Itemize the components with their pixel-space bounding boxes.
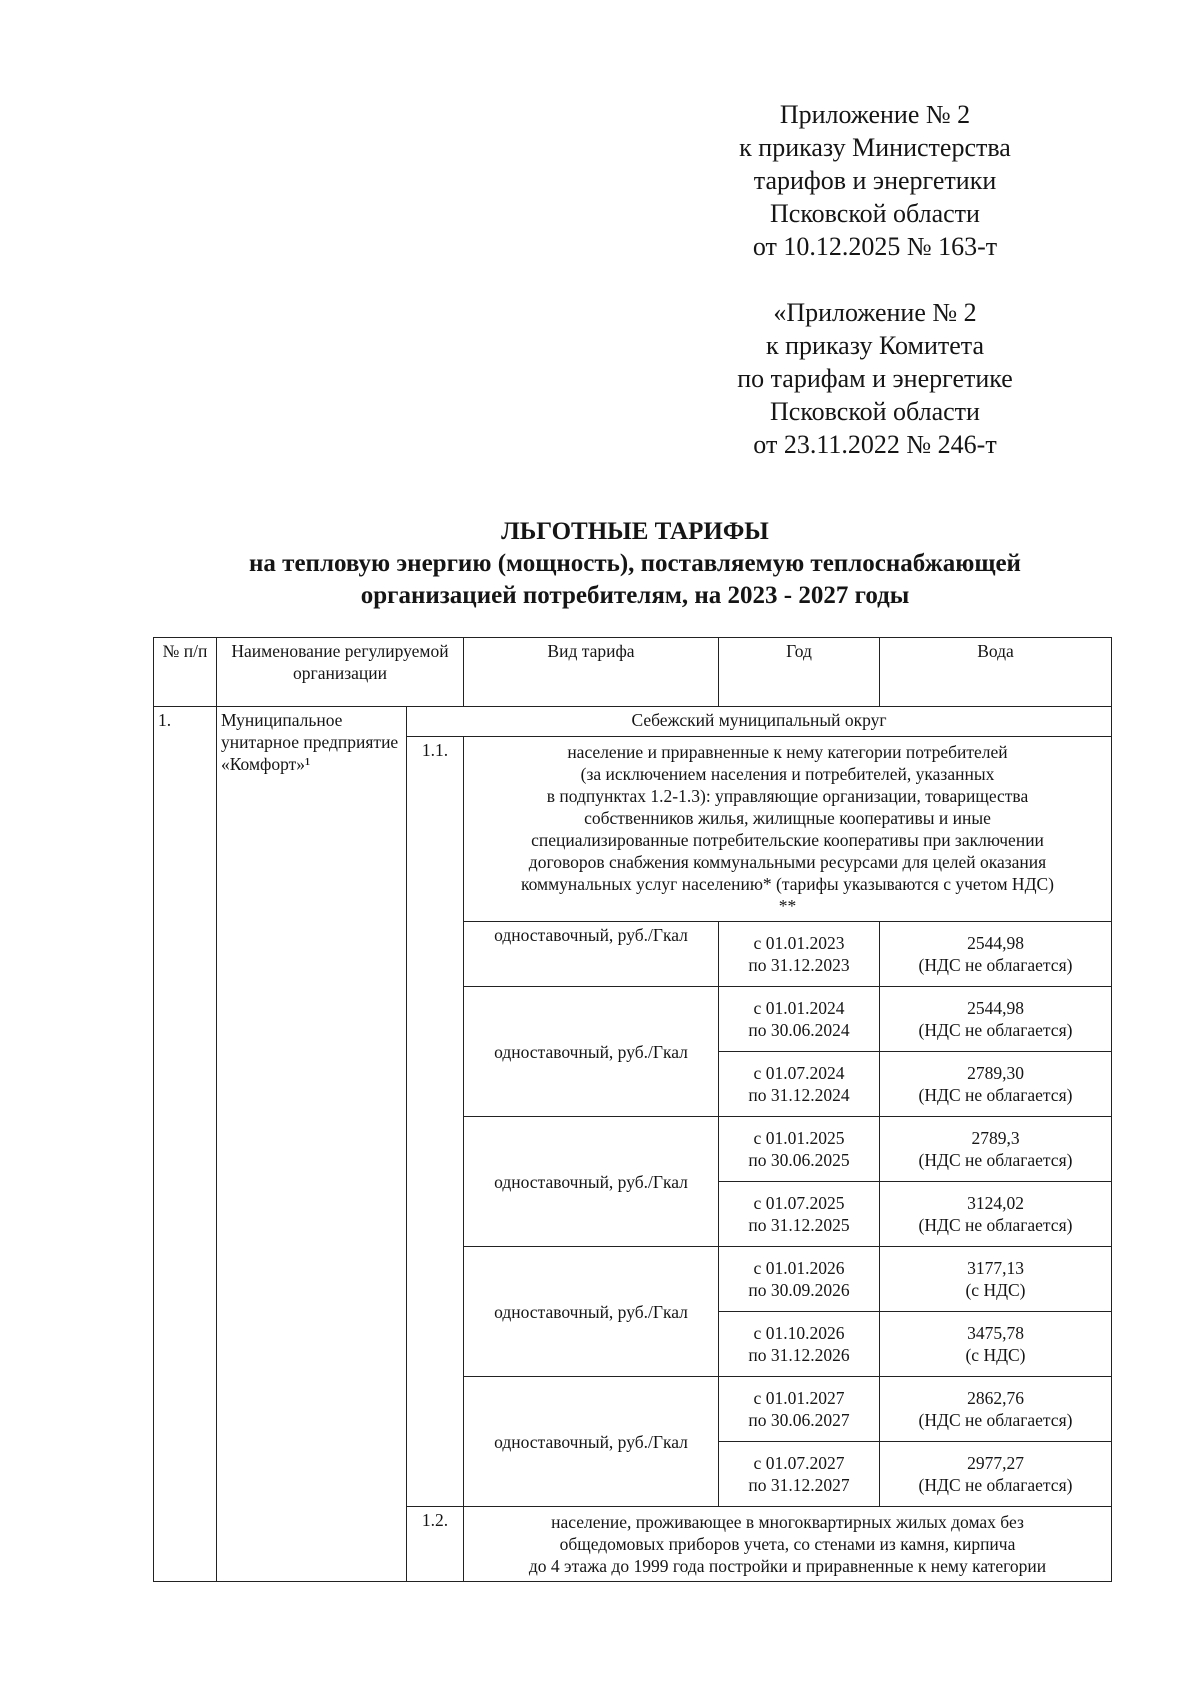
appendix-header-original [690,296,1060,461]
vat-note: (с НДС) [965,1280,1026,1300]
appendix-line: Псковской области [770,397,980,426]
period-from: с 01.01.2026 [753,1258,845,1278]
tariff-type: одноставочный, руб./Гкал [464,922,719,987]
period-to: по 31.12.2026 [748,1345,850,1365]
tariff-value-cell [880,1377,1112,1442]
description-line: общедомовых приборов учета, со стенами из камня, кирпича [559,1534,1016,1554]
vat-note: (НДС не облагается) [918,955,1073,975]
document-title [160,516,1110,612]
tariff-value: 2862,76 [967,1388,1024,1408]
tariff-value-cell [880,1442,1112,1507]
subsection-description [464,737,1112,922]
appendix-line: тарифов и энергетики [753,166,997,195]
tariff-value-cell [880,1312,1112,1377]
period-cell [719,1377,880,1442]
period-to: по 30.06.2024 [748,1020,850,1040]
appendix-line: от 23.11.2022 № 246-т [753,430,997,459]
tariff-value-cell [880,1247,1112,1312]
period-to: по 30.09.2026 [748,1280,850,1300]
header-water: Вода [880,638,1112,707]
vat-note: (НДС не облагается) [918,1475,1073,1495]
vat-note: (НДС не облагается) [918,1020,1073,1040]
tariff-value: 2977,27 [967,1453,1024,1473]
description-line: коммунальных услуг населению* (тарифы указываются с учетом НДС) [520,874,1055,894]
tariff-value-cell [880,1052,1112,1117]
tariff-value-cell [880,1182,1112,1247]
period-from: с 01.01.2027 [753,1388,845,1408]
tariff-table [153,637,1112,1582]
period-cell [719,1052,880,1117]
period-cell [719,1247,880,1312]
period-from: с 01.07.2025 [753,1193,845,1213]
header-org: Наименование регулируемой организации [217,638,464,707]
appendix-line: Приложение № 2 [779,100,971,129]
header-num: № п/п [154,638,217,707]
row-number: 1. [154,707,217,1582]
appendix-line: Псковской области [770,199,980,228]
tariff-value-cell [880,922,1112,987]
period-to: по 30.06.2027 [748,1410,850,1430]
period-from: с 01.01.2025 [753,1128,845,1148]
vat-note: (НДС не облагается) [918,1150,1073,1170]
subsection-description [464,1507,1112,1582]
period-cell [719,1312,880,1377]
period-cell [719,1117,880,1182]
tariff-type: одноставочный, руб./Гкал [464,1377,719,1507]
description-line: ** [778,896,797,916]
tariff-value: 2789,3 [971,1128,1020,1148]
appendix-line: «Приложение № 2 [773,298,977,327]
period-cell [719,987,880,1052]
vat-note: (с НДС) [965,1345,1026,1365]
period-cell [719,922,880,987]
description-line: в подпунктах 1.2-1.3): управляющие организации, товарищества [546,786,1029,806]
period-to: по 31.12.2023 [748,955,850,975]
period-to: по 30.06.2025 [748,1150,850,1170]
period-from: с 01.07.2027 [753,1453,845,1473]
title-line: ЛЬГОТНЫЕ ТАРИФЫ [501,518,769,545]
period-from: с 01.01.2024 [753,998,845,1018]
subsection-number: 1.1. [407,737,464,1507]
description-line: население и приравненные к нему категории потребителей [567,742,1008,762]
table-row [154,707,1112,737]
tariff-value: 2544,98 [967,998,1024,1018]
tariff-value: 3177,13 [967,1258,1024,1278]
period-from: с 01.10.2026 [753,1323,845,1343]
description-line: специализированные потребительские кооперативы при заключении [531,830,1044,850]
period-to: по 31.12.2025 [748,1215,850,1235]
description-line: (за исключением населения и потребителей, указанных [580,764,995,784]
description-line: до 4 этажа до 1999 года постройки и приравненные к нему категории [528,1556,1047,1576]
period-to: по 31.12.2027 [748,1475,850,1495]
header-type: Вид тарифа [464,638,719,707]
appendix-header-current [690,98,1060,263]
appendix-line: от 10.12.2025 № 163-т [752,232,998,261]
period-from: с 01.07.2024 [753,1063,845,1083]
period-cell [719,1182,880,1247]
period-from: с 01.01.2023 [753,933,845,953]
appendix-line: к приказу Министерства [739,133,1011,162]
vat-note: (НДС не облагается) [918,1215,1073,1235]
title-line: организацией потребителям, на 2023 - 2027 годы [360,582,910,609]
period-to: по 31.12.2024 [748,1085,850,1105]
vat-note: (НДС не облагается) [918,1085,1073,1105]
tariff-value-cell [880,987,1112,1052]
description-line: договоров снабжения коммунальными ресурсами для целей оказания [528,852,1047,872]
tariff-type: одноставочный, руб./Гкал [464,1247,719,1377]
tariff-value-cell [880,1117,1112,1182]
period-cell [719,1442,880,1507]
description-line: собственников жилья, жилищные кооперативы и иные [584,808,991,828]
table-header-row [154,638,1112,707]
tariff-value: 3124,02 [967,1193,1024,1213]
district-name: Себежский муниципальный округ [407,707,1112,737]
title-line: на тепловую энергию (мощность), поставляемую теплоснабжающей [249,550,1021,577]
subsection-number: 1.2. [407,1507,464,1582]
appendix-line: по тарифам и энергетике [737,364,1013,393]
vat-note: (НДС не облагается) [918,1410,1073,1430]
tariff-value: 3475,78 [967,1323,1024,1343]
org-name: Муниципальное унитарное предприятие «Комфорт»¹ [217,707,407,1582]
tariff-value: 2544,98 [967,933,1024,953]
tariff-value: 2789,30 [967,1063,1024,1083]
tariff-type: одноставочный, руб./Гкал [464,1117,719,1247]
description-line: население, проживающее в многоквартирных жилых домах без [551,1512,1024,1532]
header-year: Год [719,638,880,707]
tariff-type: одноставочный, руб./Гкал [464,987,719,1117]
appendix-line: к приказу Комитета [765,331,984,360]
